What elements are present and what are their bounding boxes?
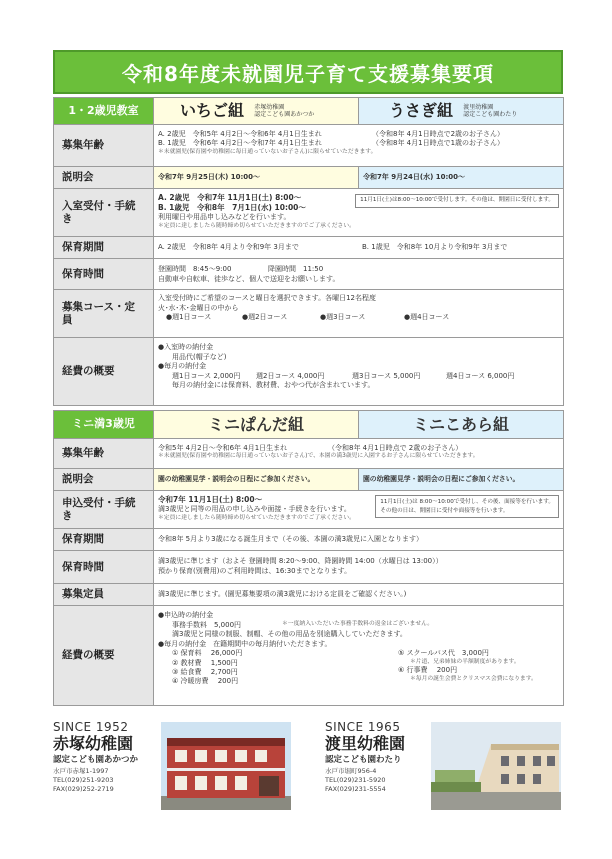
- course-4day: ●週4日コース: [404, 313, 450, 322]
- akatsuka-tel: TEL(029)251-9203: [53, 775, 114, 784]
- watari-name: 渡里幼稚園: [325, 734, 406, 753]
- row2-age: [54, 439, 564, 469]
- section-2-table: [53, 410, 564, 706]
- class-ichigo-name: いちご組: [180, 101, 245, 121]
- watari-sub: 認定こども園わたり: [325, 755, 402, 766]
- entry2-line: 満3歳児と同等の用品の申し込みや面接・手続きを行います。: [158, 505, 351, 514]
- class-usagi-name: うさぎ組: [389, 101, 454, 121]
- fee2-bus-note: ＊片道、兄弟姉妹の半額制度があります。: [410, 658, 520, 665]
- age-line-a-note: （令和8年 4月1日時点で2歳のお子さん）: [372, 130, 505, 138]
- class-usagi-header: [359, 98, 564, 125]
- class-minipanda-header: [154, 411, 359, 439]
- akatsuka-fax: FAX(029)252-2719: [53, 784, 114, 793]
- row2-entry: [54, 491, 564, 529]
- label-period: 保育期間: [54, 237, 154, 259]
- label-briefing: 説明会: [54, 167, 154, 189]
- class-minikoala-header: [359, 411, 564, 439]
- entry-line-b: B. 1歳児 令和8年 7月1日(水) 10:00～: [158, 203, 306, 213]
- fee2-childcare: ① 保育料 26,000円: [172, 649, 243, 658]
- entry2-box-line1: 11月1日(土)は 8:00～10:00で受付し、その後、面接等を行います。: [380, 499, 554, 506]
- class-usagi-school: [463, 104, 517, 119]
- label2-hours: 保育時間: [54, 551, 154, 584]
- entry2-note: ＊定員に達しましたら随時締め切らせていただきますのでご了承ください。: [158, 514, 355, 521]
- section-1-label: 1・2歳児教室: [54, 98, 154, 125]
- fees-entry-item: 用品代(帽子など): [172, 352, 227, 361]
- row-course: [54, 290, 564, 338]
- entry2-box-line2: その他の日は、開園日に受付や面接等を行います。: [380, 507, 509, 514]
- entry-box: 11月1日(土)は8:00～10:00で受付します。その他は、開園日に受付します。: [355, 194, 559, 208]
- label-course: 募集コース・定員: [54, 290, 154, 338]
- fees2-admin: 事務手数料 5,000円: [172, 620, 242, 629]
- age2-note: ＊未就園児(保育園や幼稚園に毎日通っていないお子さん)で、本園の満3歳児に入園するお子さんに限らせていただきます。: [158, 453, 479, 460]
- row-entry: [54, 189, 564, 237]
- class-minikoala-name: ミニこあら組: [412, 414, 509, 434]
- akatsuka-address: 水戸市赤塚1-1997: [53, 767, 109, 776]
- school-name-akatsuka: 赤塚幼稚園: [254, 103, 285, 111]
- value2-period: 令和8年 5月より3歳になる誕生月まで（その後、本園の満3歳児に入園となります）: [154, 529, 564, 551]
- row2-period: [54, 529, 564, 551]
- period-b: B. 1歳児 令和8年 10月より令和9年 3月まで: [362, 242, 508, 251]
- class-ichigo-header: [154, 98, 359, 125]
- label2-fees: 経費の概要: [54, 606, 154, 706]
- fees2-monthly-head: ●毎月の納付金 在籍期間中の毎月納付いただきます。: [158, 639, 332, 648]
- row-age: [54, 125, 564, 167]
- briefing-ichigo-date: 令和7年 9月25日(木) 10:00～: [158, 172, 261, 181]
- fee2-lunch: ③ 給食費 2,700円: [172, 668, 238, 676]
- row2-fees: [54, 606, 564, 706]
- value-hours: [154, 259, 564, 290]
- label-age: 募集年齢: [54, 125, 154, 167]
- section-1-table: [53, 97, 564, 406]
- hours-transport: 自動車や自転車、徒歩など、個人で送迎をお願いします。: [158, 274, 340, 283]
- value2-age: [154, 439, 564, 469]
- value-fees: [154, 338, 564, 406]
- label-entry: 入室受付・手続き: [54, 189, 154, 237]
- row-period: [54, 237, 564, 259]
- akatsuka-since: SINCE 1952: [53, 720, 129, 734]
- watari-tel: TEL(029)231-5920: [325, 775, 386, 784]
- row-hours: [54, 259, 564, 290]
- age2-line-note: （令和8年 4月1日時点で 2歳のお子さん）: [328, 444, 463, 452]
- watari-contact: [325, 767, 405, 793]
- value-entry: [154, 189, 564, 237]
- watari-fax: FAX(029)231-5554: [325, 784, 386, 793]
- fees2-uniform: 満3歳児と同様の制服、制帽、その他の用品を別途購入していただきます。: [172, 630, 407, 639]
- hours2-line2: 預かり保育(別費用)のご利用時間は、16:30までとなります。: [158, 566, 352, 575]
- footer-watari: [325, 720, 405, 793]
- class-ichigo-school: [254, 104, 314, 119]
- age-line-a: A. 2歳児 令和5年 4月2日～令和6年 4月1日生まれ: [158, 130, 322, 138]
- footer-akatsuka: [53, 720, 138, 793]
- fee-2day: 週2日コース 4,000円: [256, 371, 325, 380]
- value2-entry: [154, 491, 564, 529]
- label-hours: 保育時間: [54, 259, 154, 290]
- fee2-events-note: ＊毎月の誕生会費とクリスマス会費になります。: [410, 675, 537, 682]
- hours-pick: 降園時間 11:50: [268, 265, 324, 274]
- label2-period: 保育期間: [54, 529, 154, 551]
- course-3day: ●週3日コース: [320, 313, 366, 322]
- briefing-minipanda-text: 園の幼稚園見学・説明会の日程にご参加ください。: [158, 474, 315, 483]
- school-sub-akatsuka: 認定こども園あかつか: [254, 111, 315, 118]
- course-1day: ●週1日コース: [166, 313, 212, 322]
- course-line-2: 火･水･木･金曜日の中から: [158, 303, 239, 312]
- school-name-watari: 渡里幼稚園: [463, 103, 494, 111]
- akatsuka-sub: 認定こども園あかつか: [53, 755, 139, 766]
- fees2-apply-head: ●申込時の納付金: [158, 611, 214, 620]
- fee2-aircon: ④ 冷暖房費 200円: [172, 677, 239, 686]
- entry-note: ＊定員に達しましたら随時締め切らせていただきますのでご了承ください。: [158, 222, 355, 229]
- label2-capacity: 募集定員: [54, 584, 154, 606]
- row-fees: [54, 338, 564, 406]
- briefing-minipanda: [154, 469, 359, 491]
- fee2-bus: ⑤ スクールバス代 3,000円: [398, 649, 489, 658]
- briefing-minikoala-text: 園の幼稚園見学・説明会の日程にご参加ください。: [363, 474, 520, 483]
- footer: [53, 720, 563, 815]
- age2-line: 令和5年 4月2日～令和6年 4月1日生まれ: [158, 444, 288, 452]
- hours-drop: 登園時間 8:45～9:00: [158, 265, 232, 274]
- value-age: [154, 125, 564, 167]
- watari-building-photo: [431, 722, 561, 810]
- row2-briefing: [54, 469, 564, 491]
- fee2-materials: ② 教材費 1,500円: [172, 658, 238, 667]
- hours2-line1: 満3歳児に準じます（およそ 登園時間 8:20～9:00、降園時間 14:00（水曜日は 13:00））: [158, 557, 443, 566]
- briefing-minikoala: [359, 469, 564, 491]
- value2-capacity: 満3歳児に準じます。(園児募集要項の満3歳児における定員をご確認ください。): [154, 584, 564, 606]
- entry-line-c: 利用曜日や用品申し込みなどを行います。: [158, 213, 291, 222]
- row2-capacity: [54, 584, 564, 606]
- age-line-b: B. 1歳児 令和6年 4月2日～令和7年 4月1日生まれ: [158, 139, 322, 148]
- age-note: ＊未就園児(保育園や幼稚園に毎日通っていないお子さん)に限らせていただきます。: [158, 148, 377, 155]
- akatsuka-contact: [53, 767, 138, 793]
- value2-fees: [154, 606, 564, 706]
- value-course: [154, 290, 564, 338]
- briefing-usagi: [359, 167, 564, 189]
- fees-monthly-head: ●毎月の納付金: [158, 362, 207, 371]
- class-minipanda-name: ミニぱんだ組: [207, 414, 304, 434]
- label2-entry: 申込受付・手続き: [54, 491, 154, 529]
- entry-line-a: A. 2歳児 令和7年 11月1日(土) 8:00～: [158, 193, 302, 203]
- briefing-usagi-date: 令和7年 9月24日(水) 10:00～: [363, 172, 466, 181]
- value-period: [154, 237, 564, 259]
- value2-hours: [154, 551, 564, 584]
- period-a: A. 2歳児 令和8年 4月より令和9年 3月まで: [158, 242, 299, 251]
- age-line-b-note: （令和8年 4月1日時点で1歳のお子さん）: [372, 139, 505, 148]
- school-sub-watari: 認定こども園わたり: [463, 111, 518, 118]
- fee-4day: 週4日コース 6,000円: [446, 371, 515, 380]
- fee-1day: 週1日コース 2,000円: [172, 371, 241, 380]
- fees-entry-head: ●入室時の納付金: [158, 343, 214, 352]
- akatsuka-name: 赤塚幼稚園: [53, 734, 134, 753]
- row2-hours: [54, 551, 564, 584]
- section-2-label: ミニ満3歳児: [54, 411, 154, 439]
- fees-included: 毎月の納付金には保育料、教材費、おやつ代が含まれています。: [172, 381, 375, 389]
- label2-age: 募集年齢: [54, 439, 154, 469]
- entry2-date: 令和7年 11月1日(土) 8:00～: [158, 495, 263, 505]
- page-title: 令和8年度未就園児子育て支援募集要項: [53, 50, 563, 94]
- course-line-1: 入室受付時にご希望のコースと曜日を選択できます。各曜日12名程度: [158, 294, 376, 303]
- label-fees: 経費の概要: [54, 338, 154, 406]
- fee-3day: 週3日コース 5,000円: [352, 371, 421, 380]
- row-briefing: [54, 167, 564, 189]
- akatsuka-building-photo: [161, 722, 291, 810]
- briefing-ichigo: [154, 167, 359, 189]
- watari-address: 水戸市堀町956-4: [325, 767, 377, 776]
- entry2-box: [375, 495, 559, 518]
- watari-since: SINCE 1965: [325, 720, 401, 734]
- course-2day: ●週2日コース: [242, 313, 288, 322]
- fee2-events: ⑥ 行事費 200円: [398, 666, 458, 675]
- fees2-admin-note: ＊一度納入いただいた事務手数料の返金はございません。: [282, 620, 434, 627]
- label2-briefing: 説明会: [54, 469, 154, 491]
